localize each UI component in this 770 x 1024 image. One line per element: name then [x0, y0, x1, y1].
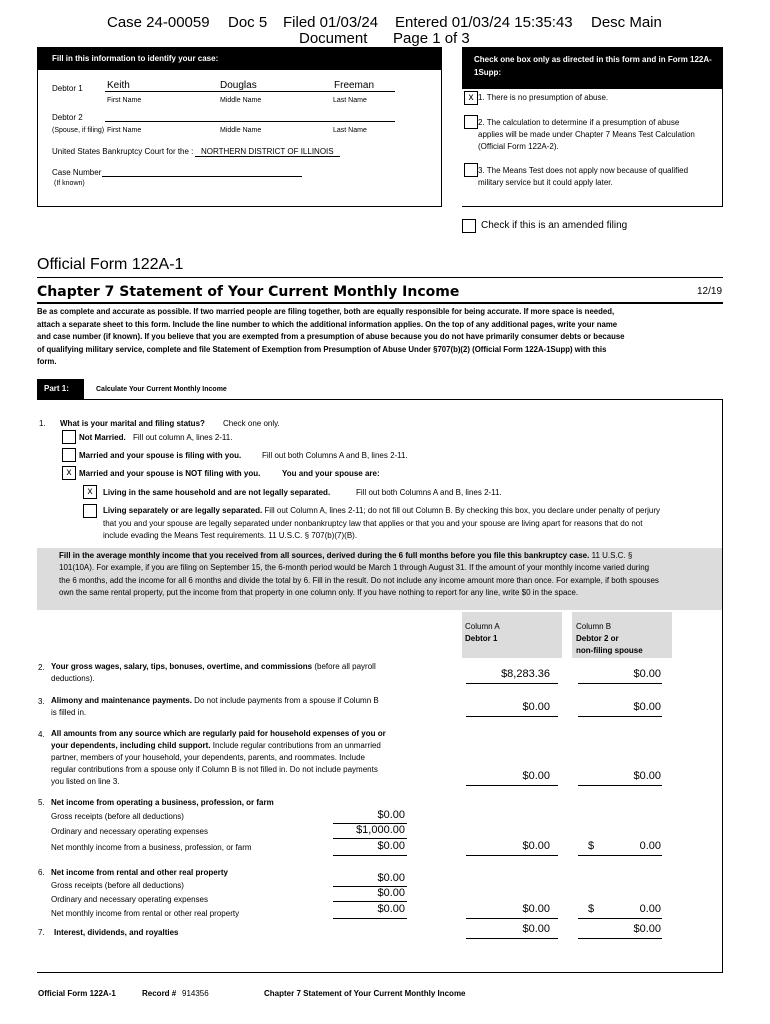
line2-column-a-line [466, 683, 558, 684]
same-household-checkbox[interactable]: x [83, 485, 97, 499]
military-service-checkbox[interactable] [464, 163, 478, 177]
presumption-calc-label: 2. The calculation to determine if a presumption of abuse applies will be made under Chapter 7 Means Test Calculation (Official Form 122A-2). [478, 118, 695, 151]
line7-column-a-line [466, 938, 558, 939]
column-b-sub2: non-filing spouse [576, 646, 643, 655]
debtor1-line [105, 91, 395, 92]
form-version: 12/19 [697, 286, 723, 297]
debtor1-middle-name: Douglas [220, 80, 257, 91]
line7-column-b-value[interactable]: $0.00 [633, 923, 661, 935]
filed-date: Filed 01/03/24 [283, 14, 379, 31]
line7-column-b-line [578, 938, 662, 939]
line4-text [51, 728, 386, 788]
married-not-filing-checkbox[interactable]: x [62, 466, 76, 480]
amended-filing-label: Check if this is an amended filing [481, 220, 628, 231]
not-married-label-bold: Not Married. [79, 433, 126, 442]
section-bottom-border [37, 972, 723, 973]
middle-name-caption-2: Middle Name [220, 127, 262, 134]
debtor2-sub: (Spouse, if filing) [52, 127, 105, 134]
line6-expense-value[interactable]: $0.00 [377, 887, 405, 899]
part1-label: Part 1: [37, 379, 84, 400]
separated-text [103, 505, 663, 543]
court-value: NORTHERN DISTRICT OF ILLINOIS [195, 147, 340, 157]
line5-gross-label: Gross receipts (before all deductions) [51, 812, 184, 821]
line7-column-a-value[interactable]: $0.00 [522, 923, 550, 935]
official-form-number: Official Form 122A-1 [37, 256, 184, 273]
married-filing-checkbox[interactable] [62, 448, 76, 462]
line4-column-a-value[interactable]: $0.00 [522, 770, 550, 782]
line5-gross-value[interactable]: $0.00 [377, 809, 405, 821]
presumption-calc-checkbox[interactable] [464, 115, 478, 129]
debtor1-last-name: Freeman [334, 80, 375, 91]
married-filing-label: Fill out both Columns A and B, lines 2-11. [262, 451, 408, 460]
debtor2-label: Debtor 2 [52, 113, 83, 122]
line2-column-b-line [578, 683, 662, 684]
column-a-sub: Debtor 1 [465, 634, 498, 643]
debtor1-label: Debtor 1 [52, 84, 83, 93]
same-household-label: Fill out both Columns A and B, lines 2-11. [356, 488, 502, 497]
no-presumption-checkbox[interactable]: x [464, 91, 478, 105]
line5-column-b-value[interactable]: 0.00 [639, 840, 661, 852]
line3-column-a-line [466, 716, 558, 717]
form-instructions: Be as complete and accurate as possible. If two married people are filing together, both are equally responsible for being accurate. If more space is needed, attach a separate sheet to this form. Include the line number to which the additional information applies. On the top of any additional pages, write your name and case number (if known). If you believe that you are exempted from a presumption of abuse because you do not have primarily consumer debts or because of qualifying military service, complete and file Statement of Exemption from Presumption of Abuse Under §707(b)(2) (Official Form 122A-1Supp) with this form. [37, 307, 625, 366]
document-label: Document [299, 30, 368, 47]
line7-number: 7. [38, 928, 45, 937]
column-b-title: Column B [576, 622, 612, 631]
married-not-filing-label-bold: Married and your spouse is NOT filing with you. [79, 469, 261, 478]
line2-column-b-value[interactable]: $0.00 [633, 668, 661, 680]
line3-label-bold: Alimony and maintenance payments. [51, 696, 192, 705]
line4-column-b-line [578, 785, 662, 786]
line6-gross-value[interactable]: $0.00 [377, 872, 405, 884]
line3-label: Do not include payments from a spouse if Column B is filled in. [51, 696, 379, 717]
line3-column-a-value[interactable]: $0.00 [522, 701, 550, 713]
line6-column-b-line [578, 918, 662, 919]
if-known: (If known) [54, 180, 85, 187]
desc-main: Desc Main [591, 14, 662, 31]
line4-column-b-value[interactable]: $0.00 [633, 770, 661, 782]
title-rule-top [37, 277, 723, 278]
line5-net-value[interactable]: $0.00 [377, 840, 405, 852]
line5-column-b-line [578, 855, 662, 856]
line6-column-a-value[interactable]: $0.00 [522, 903, 550, 915]
line5-number: 5. [38, 798, 45, 807]
line6-gross-label: Gross receipts (before all deductions) [51, 881, 184, 890]
no-presumption-label: 1. There is no presumption of abuse. [478, 93, 609, 102]
presumption-heading: Check one box only as directed in this form and in Form 122A-1Supp: [462, 47, 722, 89]
line5-expense-value[interactable]: $1,000.00 [356, 824, 405, 836]
line3-text [51, 695, 386, 719]
column-b-sub1: Debtor 2 or [576, 634, 619, 643]
line3-column-b-line [578, 716, 662, 717]
line6-column-b-value[interactable]: 0.00 [639, 903, 661, 915]
line6-expense-line [333, 901, 407, 902]
debtor2-line [105, 121, 395, 122]
line7-label-bold: Interest, dividends, and royalties [54, 928, 179, 937]
separated-checkbox[interactable] [83, 504, 97, 518]
footer-record-label: Record # [142, 989, 177, 998]
last-name-caption: Last Name [333, 97, 367, 104]
fill-in-bold: Fill in the average monthly income that you received from all sources, derived during the 6 full months before you file this bankruptcy case. [59, 551, 590, 560]
part1-title: Calculate Your Current Monthly Income [96, 386, 227, 393]
part1-bar [37, 379, 723, 400]
line2-number: 2. [38, 663, 45, 672]
line3-number: 3. [38, 697, 45, 706]
case-number-line [102, 176, 302, 177]
line5-net-label: Net monthly income from a business, profession, or farm [51, 843, 252, 852]
line4-label-bold: All amounts from any source which are regularly paid for household expenses of you or your dependents, including child support. [51, 729, 386, 750]
line6-net-line [333, 918, 407, 919]
first-name-caption-2: First Name [107, 127, 142, 134]
first-name-caption: First Name [107, 97, 142, 104]
line5-column-a-value[interactable]: $0.00 [522, 840, 550, 852]
footer-form: Official Form 122A-1 [38, 989, 116, 998]
line5-net-line [333, 855, 407, 856]
line5-expense-line [333, 838, 407, 839]
married-filing-label-bold: Married and your spouse is filing with you. [79, 451, 242, 460]
line4-label: Include regular contributions from an unmarried partner, members of your household, your dependents, parents, and roommates. Include regular contributions from a spouse only if Column B is not filled in. Do not include payments you listed on line 3. [51, 741, 381, 786]
line4-column-a-line [466, 785, 558, 786]
line5-expense-label: Ordinary and necessary operating expenses [51, 827, 208, 836]
same-household-label-bold: Living in the same household and are not legally separated. [103, 488, 331, 497]
page-label: Page 1 of 3 [393, 30, 470, 47]
line4-number: 4. [38, 730, 45, 739]
amended-filing-checkbox[interactable] [462, 219, 476, 233]
case-number-label: Case Number [52, 168, 102, 177]
line6-column-a-line [466, 918, 558, 919]
line5-label-bold: Net income from operating a business, profession, or farm [51, 798, 274, 807]
debtor1-first-name: Keith [107, 80, 130, 91]
title-rule-bottom [37, 302, 723, 304]
entered-date: Entered 01/03/24 15:35:43 [395, 14, 573, 31]
line3-column-b-value[interactable]: $0.00 [633, 701, 661, 713]
line6-net-label: Net monthly income from rental or other real property [51, 909, 240, 918]
court-label: United States Bankruptcy Court for the : [52, 147, 194, 156]
not-married-label: Fill out column A, lines 2-11. [133, 433, 233, 442]
separated-label-bold: Living separately or are legally separated. [103, 506, 263, 515]
line6-net-value[interactable]: $0.00 [377, 903, 405, 915]
form-title: Chapter 7 Statement of Your Current Monthly Income [37, 284, 460, 300]
line2-column-a-value[interactable]: $8,283.36 [501, 668, 550, 680]
footer-record: 914356 [182, 989, 209, 998]
q1-tail: Check one only. [223, 419, 280, 428]
line6-expense-label: Ordinary and necessary operating expenses [51, 895, 208, 904]
identify-heading: Fill in this information to identify your case: [38, 48, 441, 70]
footer-title: Chapter 7 Statement of Your Current Monthly Income [264, 989, 466, 998]
line2-text [51, 661, 386, 685]
line6-column-b-dollar: $ [588, 903, 595, 915]
q1-number: 1. [39, 419, 46, 428]
last-name-caption-2: Last Name [333, 127, 367, 134]
case-number: Case 24-00059 [107, 14, 210, 31]
line5-column-a-line [466, 855, 558, 856]
separated-label: Fill out Column A, lines 2-11; do not fill out Column B. By checking this box, you declare under penalty of perjury that you and your spouse are legally separated under nonbankruptcy law that applies or that you and your spouse are living apart for reasons that do not include evading the Means Test requirements. 11 U.S.C. § 707(b)(7)(B). [103, 506, 661, 540]
military-service-label: 3. The Means Test does not apply now because of qualified military service but it could apply later. [478, 166, 689, 187]
fill-in-instructions [37, 548, 722, 610]
doc-number: Doc 5 [228, 14, 268, 31]
column-a-title: Column A [465, 622, 500, 631]
not-married-checkbox[interactable] [62, 430, 76, 444]
fill-in-text: 11 U.S.C. § 101(10A). For example, if you are filing on September 15, the 6-month period would be March 1 through August 31. If the amount of your monthly income varied during the 6 months, add the income for all 6 months and divide the total by 6. Fill in the result. Do not include any income amount more than once. For example, if both spouses own the same rental property, put the income from that property in one column only. If you have nothing to report for any line, write $0 in the space. [59, 551, 659, 597]
line5-column-b-dollar: $ [588, 840, 595, 852]
middle-name-caption: Middle Name [220, 97, 262, 104]
married-not-filing-label: You and your spouse are: [282, 469, 380, 478]
line2-label: (before all payroll deductions). [51, 662, 376, 683]
q1-question: What is your marital and filing status? [60, 419, 205, 428]
section-right-border [722, 400, 723, 972]
line6-number: 6. [38, 868, 45, 877]
line2-label-bold: Your gross wages, salary, tips, bonuses, overtime, and commissions [51, 662, 313, 671]
line6-label-bold: Net income from rental and other real property [51, 868, 228, 877]
